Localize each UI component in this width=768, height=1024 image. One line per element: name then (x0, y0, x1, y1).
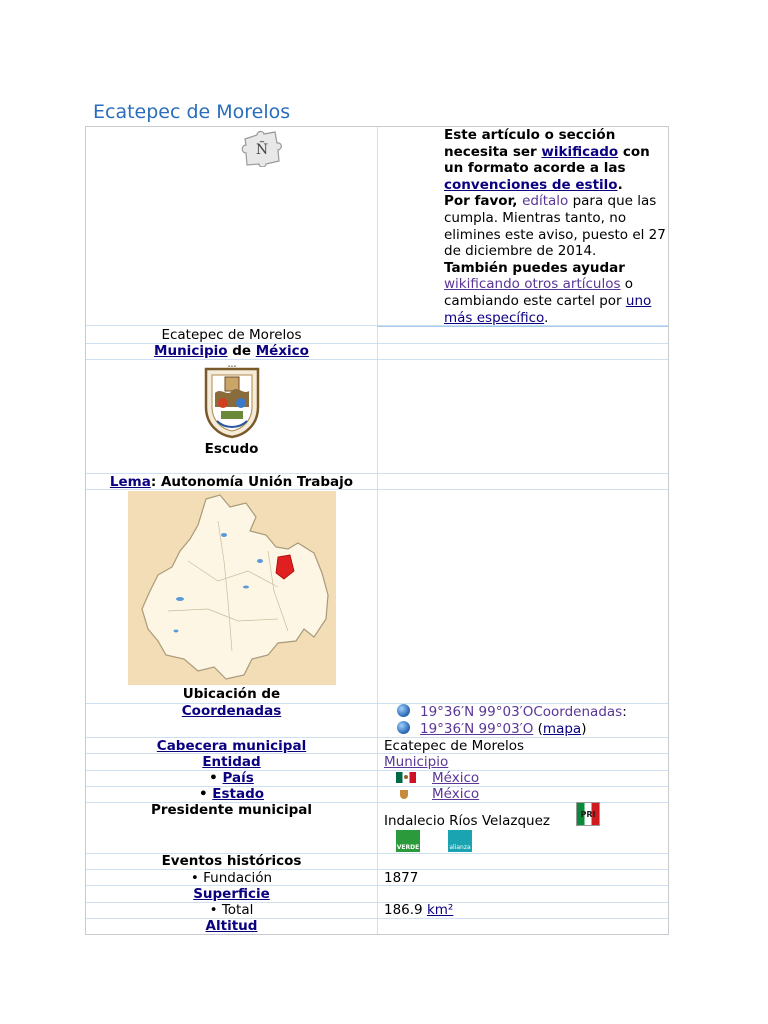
svg-text:Ñ: Ñ (255, 142, 269, 158)
lema-link[interactable]: Lema (109, 474, 151, 490)
more-specific-link[interactable]: uno más específico (444, 292, 652, 326)
coordinates-value-1: 19°36′N 99°03′OCoordenadas: (397, 704, 677, 720)
estado-link[interactable]: Estado (212, 786, 265, 802)
row-divider (86, 359, 668, 360)
entidad-link[interactable]: Entidad (202, 754, 261, 770)
pais-link[interactable]: País (222, 770, 254, 786)
globe-icon (397, 704, 410, 717)
presidente-label: Presidente municipal (150, 802, 313, 818)
column-divider (377, 127, 378, 934)
location-map (128, 491, 336, 685)
eventos-label: Eventos históricos (161, 853, 302, 869)
pais-value-link[interactable]: México (432, 770, 480, 786)
estado-value-link[interactable]: México (432, 786, 480, 802)
estado-label: • Estado (198, 786, 265, 802)
infobox-name: Ecatepec de Morelos (161, 327, 302, 343)
total-value: 186.9 km² (384, 902, 454, 918)
estado-value (400, 786, 680, 802)
coordinates-value-link-2[interactable]: 19°36′N 99°03′O (420, 721, 534, 737)
fundacion-label: • Fundación (190, 870, 273, 886)
mexico-link[interactable]: México (255, 343, 309, 359)
infobox-type: Municipio de México (154, 343, 309, 359)
cabecera-value: Ecatepec de Morelos (384, 738, 525, 754)
globe-icon (397, 721, 410, 734)
svg-text:•••: ••• (227, 364, 237, 370)
coat-of-arms (201, 363, 263, 439)
pais-label: • País (209, 770, 254, 786)
cabecera-link[interactable]: Cabecera municipal (156, 738, 307, 754)
page-title: Ecatepec de Morelos (93, 101, 291, 123)
coordinates-value-2: 19°36′N 99°03′O (mapa) (397, 721, 677, 737)
municipio-link[interactable]: Municipio (154, 343, 228, 359)
pais-value (396, 770, 676, 786)
presidente-value: Indalecio Ríos Velazquez (384, 813, 550, 829)
mexico-flag-icon (396, 772, 416, 783)
estado-shield-icon (400, 790, 408, 799)
superficie-link[interactable]: Superficie (193, 886, 270, 902)
edit-link[interactable]: edítalo (522, 193, 569, 210)
altitud-label (86, 918, 377, 934)
article-table (85, 126, 669, 935)
mapa-link[interactable]: mapa (542, 721, 582, 737)
km2-link[interactable]: km² (426, 902, 454, 918)
row-divider (86, 325, 668, 326)
nueva-alianza-logo: alianza (448, 830, 472, 852)
cabecera-label (86, 738, 377, 754)
total-label: • Total (209, 902, 254, 918)
altitud-link[interactable]: Altitud (205, 918, 258, 934)
superficie-label (86, 886, 377, 902)
coordinates-label (86, 703, 377, 719)
coordinates-value-link-1[interactable]: 19°36′N 99°03′O (420, 704, 534, 720)
style-conventions-link[interactable]: convenciones de estilo (444, 176, 618, 193)
entidad-value-link[interactable]: Municipio (384, 754, 449, 770)
wikificado-link[interactable]: wikificado (541, 143, 619, 160)
entidad-label (86, 754, 377, 770)
ubicacion-caption: Ubicación de (182, 686, 281, 702)
fundacion-value: 1877 (384, 870, 419, 886)
coordinates-word-link[interactable]: Coordenadas (533, 704, 623, 720)
wikify-notice: Este artículo o sección necesita ser wikificado con un formato acorde a las convenciones de estilo. Por favor, edítalo para que las cumpla. Mientras tanto, no elimines este aviso, puesto el 27 de diciembre de 2014. También puedes ayudar wikificando otros artículos o cambiando este cartel por uno más específico. (444, 127, 666, 326)
verde-logo: VERDE (396, 830, 420, 852)
coordinates-link[interactable]: Coordenadas (181, 703, 282, 719)
entidad-value (384, 754, 664, 770)
puzzle-piece-icon (239, 129, 285, 167)
lema-row: Lema: Autonomía Unión Trabajo (109, 474, 354, 490)
pri-logo: PRI (576, 802, 600, 826)
escudo-caption: Escudo (204, 441, 259, 457)
wikify-others-link[interactable]: wikificando otros artículos (444, 276, 621, 293)
